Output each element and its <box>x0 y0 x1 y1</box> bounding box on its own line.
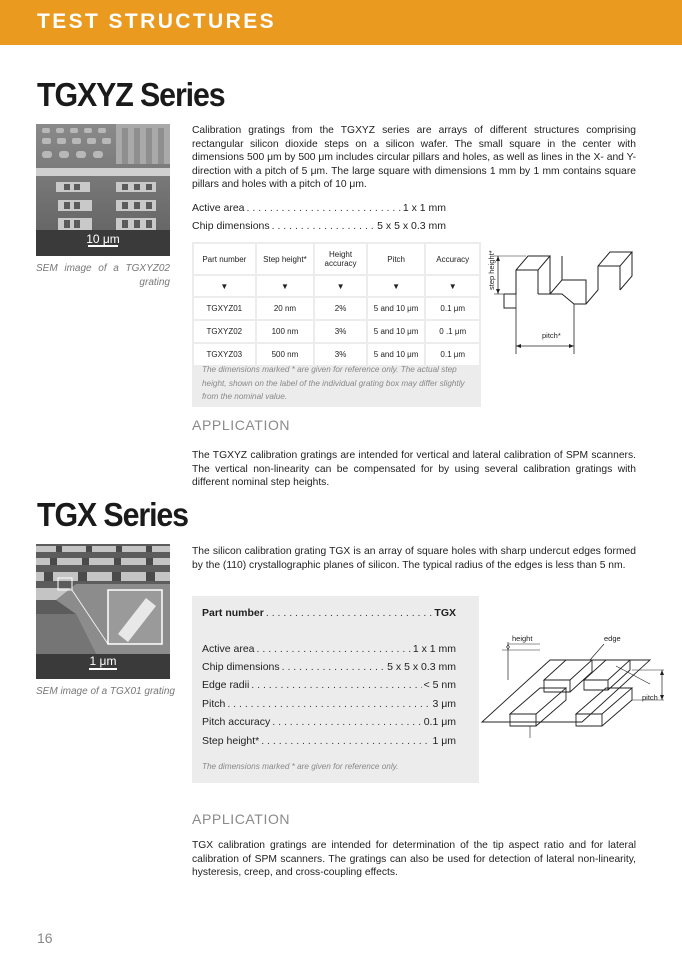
table-header: Height accuracy <box>315 244 366 274</box>
sort-arrow-icon: ▼ <box>315 276 366 296</box>
spec-value: 1 x 1 mm <box>402 202 446 214</box>
table-cell: 5 and 10 μm <box>368 321 425 342</box>
table-row <box>194 321 479 342</box>
table-cell: 0.1 μm <box>426 298 479 319</box>
spec-label: Chip dimensions <box>192 220 270 232</box>
spec-value: TGX <box>434 607 456 619</box>
tgxyz-table <box>192 242 481 367</box>
page-number: 16 <box>37 930 53 946</box>
spec-label: Pitch <box>202 698 226 710</box>
spec-value: 0.1 μm <box>423 716 456 728</box>
table-cell: 0.1 μm <box>426 344 479 365</box>
tgxyz-spec-chip-dimensions <box>192 220 446 232</box>
table-cell: TGXYZ03 <box>194 344 255 365</box>
tgxyz-table-panel <box>192 242 481 407</box>
tgxyz-title: TGXYZ Series <box>37 76 225 113</box>
tgx-title: TGX Series <box>37 496 188 533</box>
spec-value: 3 μm <box>432 698 456 710</box>
table-cell: 100 nm <box>257 321 314 342</box>
tgx-spec-panel <box>192 596 479 783</box>
spec-value: < 5 nm <box>423 679 456 691</box>
spec-label: Step height* <box>202 735 260 747</box>
table-cell: 5 and 10 μm <box>368 298 425 319</box>
tgx-spec-chip-dimensions <box>202 661 456 673</box>
tgx-spec-step-height <box>202 735 456 747</box>
table-header: Part number <box>194 244 255 274</box>
table-row <box>194 298 479 319</box>
table-cell: TGXYZ01 <box>194 298 255 319</box>
tgx-spec-pitch <box>202 698 456 710</box>
table-cell: TGXYZ02 <box>194 321 255 342</box>
sort-arrow-icon: ▼ <box>257 276 314 296</box>
pitch-label: pitch <box>642 693 658 702</box>
table-header: Accuracy <box>426 244 479 274</box>
spec-value: 5 x 5 x 0.3 mm <box>377 220 446 232</box>
tgxyz-caption: SEM image of a TGXYZ02 grating <box>36 263 170 288</box>
tgx-spec-edge-radii <box>202 679 456 691</box>
spec-label: Chip dimensions <box>202 661 280 673</box>
table-header: Pitch <box>368 244 425 274</box>
height-label: height <box>512 634 533 643</box>
tgxyz-table-note: The dimensions marked * are given for reference only. The actual step height, shown on the label of the individual grating box may differ slightly from the nominal value. <box>202 365 465 401</box>
header-title: TEST STRUCTURES <box>37 10 277 33</box>
tgx-caption: SEM image of a TGX01 grating <box>36 686 175 697</box>
tgxyz-application-heading: APPLICATION <box>192 417 291 433</box>
tgx-note: The dimensions marked * are given for reference only. <box>202 762 399 771</box>
tgx-part-number <box>202 607 456 619</box>
step-height-label: step height* <box>487 250 496 290</box>
sort-arrow-icon: ▼ <box>194 276 255 296</box>
tgx-description: The silicon calibration grating TGX is an array of square holes with sharp undercut edges formed by the (110) crystallographic planes of silicon. The typical radius of the edges is less than 5 nm. <box>192 546 636 571</box>
spec-label: Edge radii <box>202 679 250 691</box>
pitch-label: pitch* <box>542 331 561 340</box>
table-cell: 3% <box>315 344 366 365</box>
spec-value: 1 μm <box>432 735 456 747</box>
tgxyz-step-diagram <box>486 242 646 354</box>
tgx-hole-diagram <box>480 630 670 742</box>
tgx-application-text: TGX calibration gratings are intended for determination of the tip aspect ratio and for lateral calibration of SPM scanners. The gratings can also be used for detection of lateral non-linearity, hysteresis, creep, and cross-coupling effects. <box>192 840 636 879</box>
table-cell: 5 and 10 μm <box>368 344 425 365</box>
table-cell: 3% <box>315 321 366 342</box>
table-header: Step height* <box>257 244 314 274</box>
table-cell: 0 .1 μm <box>426 321 479 342</box>
spec-value: 5 x 5 x 0.3 mm <box>387 661 456 673</box>
spec-label: Part number <box>202 607 264 619</box>
sort-arrow-icon: ▼ <box>426 276 479 296</box>
spec-label: Active area <box>202 643 255 655</box>
tgxyz-spec-active-area <box>192 202 446 214</box>
table-cell: 2% <box>315 298 366 319</box>
spec-label: Pitch accuracy <box>202 716 271 728</box>
tgxyz-scale-bar-label: 10 μm <box>86 232 120 246</box>
edge-label: edge <box>604 634 621 643</box>
table-cell: 500 nm <box>257 344 314 365</box>
tgx-spec-active-area <box>202 643 456 655</box>
tgx-scale-bar-label: 1 μm <box>89 654 117 668</box>
sort-arrow-icon: ▼ <box>368 276 425 296</box>
spec-label: Active area <box>192 202 245 214</box>
spec-value: 1 x 1 mm <box>412 643 456 655</box>
tgxyz-application-text: The TGXYZ calibration gratings are intended for vertical and lateral calibration of SPM scanners. The vertical non-linearity can be compensated for by using several calibration gratings with different nominal step heights. <box>192 450 636 489</box>
tgxyz-description: Calibration gratings from the TGXYZ series are arrays of different structures comprising rectangular silicon dioxide steps on a silicon wafer. The small square in the center with dimensions 500 μm by 500 μm includes circular pillars and holes, as well as lines in the X- and Y-direction with a pitch of 5 μm. The large square with dimensions 1 mm by 1 mm contains square pillars and holes with a pitch of 10 μm. <box>192 125 636 191</box>
table-cell: 20 nm <box>257 298 314 319</box>
table-row <box>194 344 479 365</box>
tgx-application-heading: APPLICATION <box>192 811 291 827</box>
tgx-spec-pitch-accuracy <box>202 716 456 728</box>
